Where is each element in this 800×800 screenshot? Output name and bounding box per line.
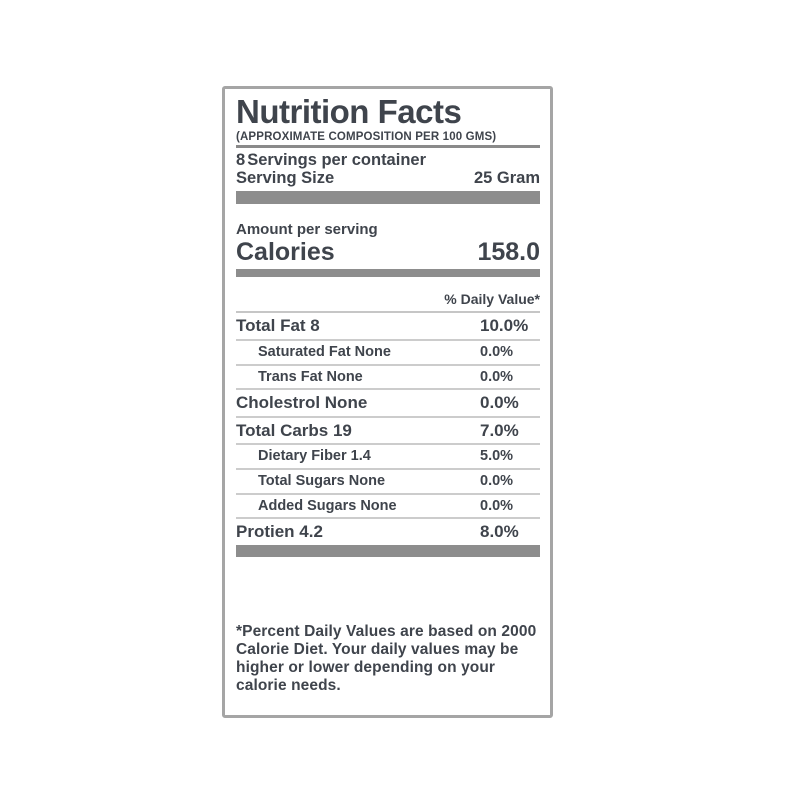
nutrient-row-total-sugars <box>236 470 540 495</box>
subtitle-rule <box>236 145 540 148</box>
serving-size-label: Serving Size <box>236 168 335 187</box>
nutrient-row-total-fat <box>236 313 540 341</box>
calories-row <box>236 239 540 267</box>
amount-per-serving-label: Amount per serving <box>236 220 378 238</box>
calories-value: 158.0 <box>477 237 540 266</box>
nutrient-row-saturated-fat <box>236 341 540 366</box>
nutrient-value: 0.0% <box>480 343 514 360</box>
nutrient-name: Saturated Fat None <box>258 343 391 360</box>
nutrient-name: Dietary Fiber 1.4 <box>258 448 371 465</box>
servings-per-container-row <box>236 151 540 169</box>
nutrient-name: Added Sugars None <box>258 497 397 514</box>
nutrient-name: Total Fat 8 <box>236 316 320 336</box>
nutrient-name: Total Sugars None <box>258 473 386 490</box>
servings-text: Servings per container <box>247 150 426 169</box>
nutrient-row-total-carbs <box>236 418 540 446</box>
nutrient-row-added-sugars <box>236 495 540 520</box>
nutrient-row-dietary-fiber <box>236 445 540 470</box>
nutrient-value: 5.0% <box>480 448 514 465</box>
nutrient-row-protein <box>236 519 540 545</box>
nutrient-name: Protien 4.2 <box>236 522 323 542</box>
nutrient-name: Cholestrol None <box>236 393 368 413</box>
nutrition-facts-label <box>222 86 553 718</box>
serving-size-value: 25 Gram <box>473 168 540 187</box>
separator-bar-medium <box>236 269 540 277</box>
empty-space <box>236 557 540 623</box>
nutrient-name: Total Carbs 19 <box>236 420 352 440</box>
nutrient-value: 0.0% <box>480 497 514 514</box>
nutrient-value: 7.0% <box>480 420 519 440</box>
label-title: Nutrition Facts <box>236 93 462 130</box>
serving-size-row <box>236 169 540 187</box>
daily-value-header: % Daily Value* <box>236 291 540 313</box>
daily-value-footnote: *Percent Daily Values are based on 2000 Calorie Diet. Your daily values may be higher or lower depending on your calorie needs. <box>236 623 537 695</box>
nutrient-value: 8.0% <box>480 522 519 542</box>
nutrient-value: 10.0% <box>480 316 529 336</box>
servings-count: 8 <box>236 150 246 169</box>
nutrient-value: 0.0% <box>480 473 514 490</box>
nutrient-name: Trans Fat None <box>258 368 363 385</box>
separator-bar-thick-bottom <box>236 545 540 557</box>
nutrient-value: 0.0% <box>480 393 519 413</box>
nutrient-row-trans-fat <box>236 366 540 391</box>
calories-label: Calories <box>236 237 335 266</box>
label-subtitle: (APPROXIMATE COMPOSITION PER 100 GMS) <box>236 130 497 143</box>
nutrient-value: 0.0% <box>480 368 514 385</box>
nutrient-row-cholesterol <box>236 390 540 418</box>
separator-bar-thick-top <box>236 191 540 204</box>
